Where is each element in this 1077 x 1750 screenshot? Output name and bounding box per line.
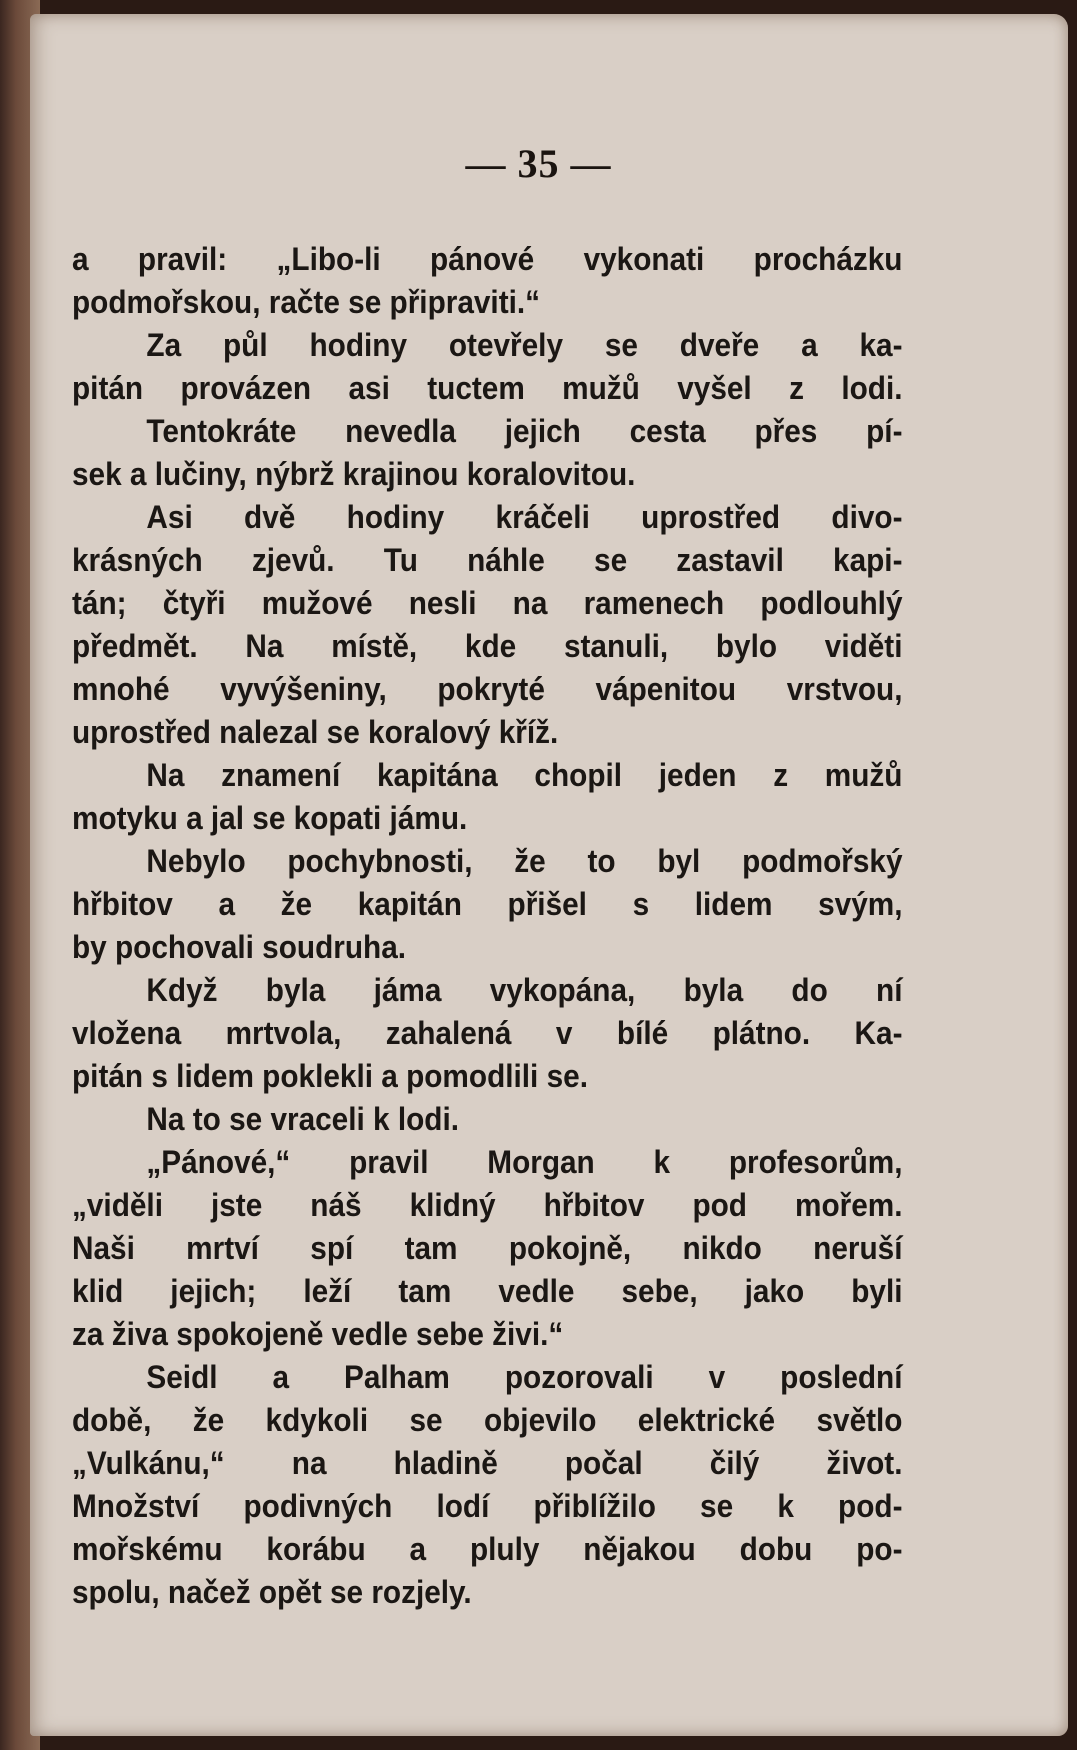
- text-line: uprostřed nalezal se koralový kříž.: [72, 714, 559, 750]
- text-line: podmořskou, račte se připraviti.“: [72, 284, 541, 320]
- text-line: „Pánové,“ pravil Morgan k profesorům,: [146, 1144, 903, 1180]
- text-line: by pochovali soudruha.: [72, 929, 407, 965]
- text-line: předmět. Na místě, kde stanuli, bylo viděti: [72, 628, 903, 664]
- text-line: Na to se vraceli k lodi.: [146, 1101, 460, 1137]
- text-line: motyku a jal se kopati jámu.: [72, 800, 468, 836]
- text-line: a pravil: „Libo-li pánové vykonati procházku: [72, 241, 903, 277]
- text-line: klid jejich; leží tam vedle sebe, jako byli: [72, 1273, 903, 1309]
- text-line: spolu, načež opět se rozjely.: [72, 1574, 472, 1610]
- text-line: mnohé vyvýšeniny, pokryté vápenitou vrstvou,: [72, 671, 903, 707]
- text-line: krásných zjevů. Tu náhle se zastavil kapi-: [72, 542, 903, 578]
- page-number: — 35 —: [465, 141, 612, 186]
- text-line: Za půl hodiny otevřely se dveře a ka-: [146, 327, 903, 363]
- text-line: Množství podivných lodí přiblížilo se k pod-: [72, 1488, 903, 1524]
- text-line: tán; čtyři mužové nesli na ramenech podlouhlý: [72, 585, 903, 621]
- text-line: „viděli jste náš klidný hřbitov pod mořem.: [72, 1187, 903, 1223]
- text-line: době, že kdykoli se objevilo elektrické světlo: [72, 1402, 903, 1438]
- text-line: Naši mrtví spí tam pokojně, nikdo neruší: [72, 1230, 903, 1266]
- text-line: za živa spokojeně vedle sebe živi.“: [72, 1316, 564, 1352]
- text-line: Seidl a Palham pozorovali v poslední: [146, 1359, 903, 1395]
- text-line: Asi dvě hodiny kráčeli uprostřed divo-: [146, 499, 903, 535]
- text-line: Nebylo pochybnosti, že to byl podmořský: [146, 843, 903, 879]
- text-line: Když byla jáma vykopána, byla do ní: [146, 972, 903, 1008]
- text-line: „Vulkánu,“ na hladině počal čilý život.: [72, 1445, 903, 1481]
- text-line: Tentokráte nevedla jejich cesta přes pí-: [146, 413, 903, 449]
- text-line: pitán s lidem poklekli a pomodlili se.: [72, 1058, 588, 1094]
- body-text: [72, 238, 902, 1614]
- text-line: hřbitov a že kapitán přišel s lidem svým,: [72, 886, 903, 922]
- text-line: vložena mrtvola, zahalená v bílé plátno. Ka-: [72, 1015, 903, 1051]
- text-line: Na znamení kapitána chopil jeden z mužů: [146, 757, 903, 793]
- text-line: pitán provázen asi tuctem mužů vyšel z lodi.: [72, 370, 903, 406]
- text-line: sek a lučiny, nýbrž krajinou koralovitou.: [72, 456, 636, 492]
- text-line: mořskému korábu a pluly nějakou dobu po-: [72, 1531, 903, 1567]
